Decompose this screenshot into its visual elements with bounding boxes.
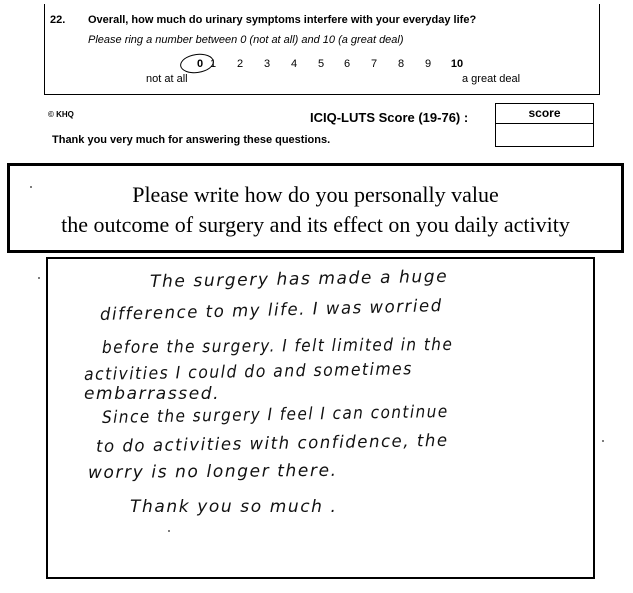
copyright-notice: © KHQ bbox=[48, 110, 74, 119]
scan-speck bbox=[602, 440, 604, 442]
scale-anchor-low: not at all bbox=[146, 73, 188, 85]
response-line-9: Thank you so much . bbox=[130, 497, 338, 517]
scale-option-9[interactable]: 9 bbox=[424, 58, 432, 70]
scale-option-5[interactable]: 5 bbox=[317, 58, 325, 70]
response-line-5: embarrassed. bbox=[84, 384, 221, 404]
scale-option-0[interactable]: 0 bbox=[196, 58, 204, 70]
response-line-8: worry is no longer there. bbox=[87, 460, 338, 483]
scan-speck bbox=[30, 186, 32, 188]
rating-scale bbox=[0, 58, 633, 78]
prompt-line-1: Please write how do you personally value bbox=[132, 182, 499, 207]
score-header: score bbox=[496, 104, 593, 124]
scale-option-1[interactable]: 1 bbox=[209, 58, 217, 70]
response-line-6: Since the surgery I feel I can continue bbox=[101, 401, 449, 428]
scale-option-2[interactable]: 2 bbox=[236, 58, 244, 70]
scale-option-7[interactable]: 7 bbox=[370, 58, 378, 70]
prompt-box bbox=[7, 163, 624, 253]
question-instruction: Please ring a number between 0 (not at all) and 10 (a great deal) bbox=[88, 34, 404, 46]
scale-option-6[interactable]: 6 bbox=[343, 58, 351, 70]
scan-speck bbox=[168, 530, 170, 532]
response-line-7: to do activities with confidence, the bbox=[95, 430, 449, 457]
response-line-2: difference to my life. I was worried bbox=[99, 296, 443, 325]
scan-speck bbox=[38, 277, 40, 279]
question-number: 22. bbox=[50, 14, 66, 26]
scale-option-8[interactable]: 8 bbox=[397, 58, 405, 70]
scale-option-10[interactable]: 10 bbox=[450, 58, 464, 70]
scale-option-3[interactable]: 3 bbox=[263, 58, 271, 70]
response-line-4: activities I could do and sometimes bbox=[83, 359, 413, 385]
prompt-line-2: the outcome of surgery and its effect on you daily activity bbox=[61, 212, 570, 237]
response-line-1: The surgery has made a huge bbox=[149, 266, 449, 292]
response-line-3: before the surgery. I felt limited in the bbox=[101, 334, 454, 358]
score-box bbox=[495, 103, 594, 147]
scale-anchor-high: a great deal bbox=[462, 73, 521, 85]
scale-option-4[interactable]: 4 bbox=[290, 58, 298, 70]
score-label: ICIQ-LUTS Score (19-76) : bbox=[310, 110, 469, 125]
question-text: Overall, how much do urinary symptoms interfere with your everyday life? bbox=[88, 14, 477, 26]
thank-you-note: Thank you very much for answering these questions. bbox=[52, 134, 331, 146]
